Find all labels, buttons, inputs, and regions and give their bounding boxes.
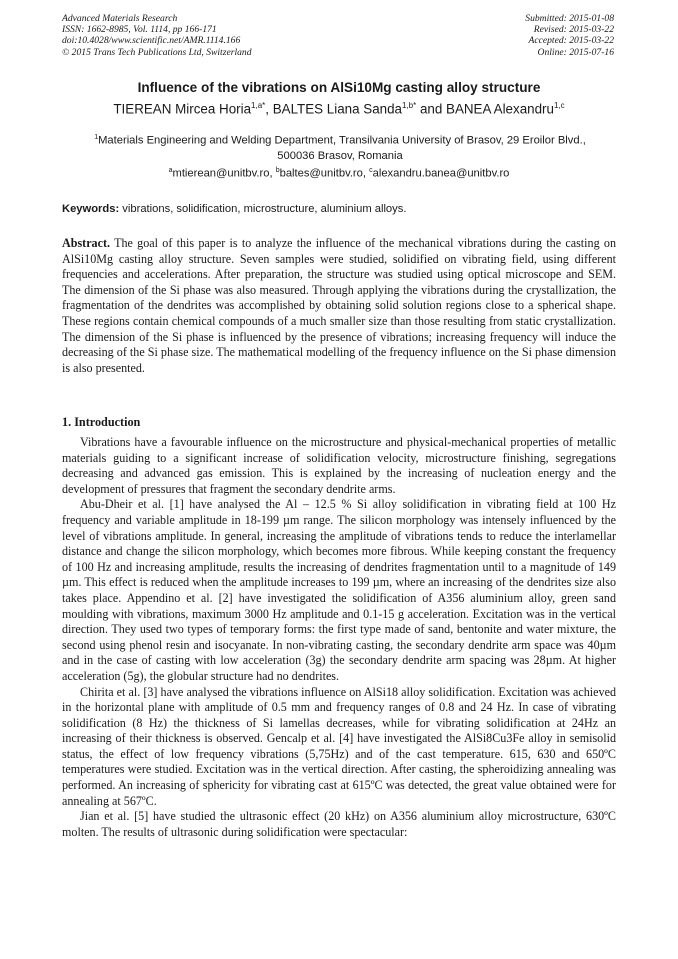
keywords [62, 203, 618, 215]
email-link[interactable]: baltes@unitbv.ro, [279, 167, 370, 180]
revised-date: Revised: 2015-03-22 [533, 24, 614, 36]
author-name: TIEREAN Mircea Horia [113, 101, 252, 117]
author-superscript: 1,c [553, 101, 565, 110]
email-link[interactable]: alexandru.banea@unitbv.ro [372, 167, 510, 180]
journal-name: Advanced Materials Research [62, 13, 178, 24]
author-name: , BALTES Liana Sanda [265, 101, 402, 117]
paragraph: Jian et al. [5] have studied the ultrasonic effect (20 kHz) on A356 aluminium alloy microstructure, 630ºC molten. The results of ultrasonic during solidification were spectacular: [62, 809, 616, 839]
abstract-text: The goal of this paper is to analyze the influence of the mechanical vibrations during the casting on AlSi10Mg casting alloy structure. Seven samples were studied, solidified on vibrating field, using different frequencies and accelerations. After preparation, the structure was studied using optical microscope and SEM. The dimension of the Si phase was also measured. Through applying the vibrations during the crystallization, the fragmentation of the dendrites was accomplished by obtaining solid solution regions close to a spherical shape. These regions contain chemical compounds of a much smaller size than those resulting from static crystallization. The dimension of the Si phase is influenced by the presence of vibrations; increasing frequency will induce the decreasing of the Si phase size. The mathematical modelling of the frequency influence on the Si phase dimension is also presented. [62, 236, 616, 375]
paragraph: Chirita et al. [3] have analysed the vibrations influence on AlSi18 alloy solidification. Excitation was achieved in the horizontal plane with amplitude of 0.5 mm and frequency ranges of 0.8 and 24 Hz. In case of vibrating solidification (8 Hz) the thickness of Si lamellas decreases, while for vibrating solidification at 24Hz an increasing of their thickness is observed. Gencalp et al. [4] have investigated the AlSi8Cu3Fe alloy in semisolid status, the effect of low frequency vibrations (5,75Hz) and of the cast temperature. 615, 630 and 650ºC temperatures were studied. Excitation was in the vertical direction. After casting, the spheroidizing annealing was performed. An increasing of sphericity for vibrating cast at 615ºC was detected, the great value obtained were for annealing at 567ºC. [62, 684, 616, 808]
author-superscript: 1,b* [402, 101, 417, 110]
doi-line: doi:10.4028/www.scientific.net/AMR.1114.166 [62, 35, 241, 47]
submitted-date: Submitted: 2015-01-08 [525, 13, 614, 24]
paragraph: Abu-Dheir et al. [1] have analysed the Al – 12.5 % Si alloy solidification in vibrating field at 100 Hz frequency and variable amplitude in 18-199 µm range. The silicon morphology was intensely influenced by the level of vibrations amplitude. In general, increasing the amplitude of vibrations tends to reduce the interlamellar distance and change the silicon morphology, which becomes more fibrous. While keeping constant the frequency of 100 Hz and increasing amplitude, results the increasing of dendrites fragmentation until to a magnitude of 149 µm. This effect is reduced when the amplitude increases to 199 µm, where an increasing of the dendrites size also takes place. Appendino et al. [2] have investigated the solidification of A356 aluminium alloy, green sand moulding with vibrations, maximum 3000 Hz amplitude and 0.1-15 g acceleration. Excitation was in the vertical direction. They used two types of temporary forms: the first type made of sand, bentonite and water mixture, the second using phenol resin and isocyanate. In non-vibrating casting, the secondary dendrite arm space was 40µm and in the case of casting with low acceleration (3g) the secondary dendrite arm spacing was 28µm. At higher acceleration (5g), the globular structure had no dendrites. [62, 497, 616, 683]
email-superscript: c [369, 167, 373, 174]
email-superscript: a [168, 167, 173, 174]
paragraph: Vibrations have a favourable influence on the microstructure and physical-mechanical properties of metallic materials guiding to a significant increase of solidification velocity, microstructure finishing, segregations decreasing and advanced gas emission. This is explained by the increasing of nucleation energy and the development of pressures that fragment the secondary dendrite arms. [62, 435, 616, 496]
keywords-label: Keywords: [62, 203, 120, 215]
author-name: and BANEA Alexandru [416, 101, 554, 117]
journal-header [62, 13, 252, 58]
copyright-line: © 2015 Trans Tech Publications Ltd, Switzerland [62, 46, 252, 58]
dates-header [525, 13, 614, 58]
email-superscript: b [275, 167, 280, 174]
paper-title: Influence of the vibrations on AlSi10Mg casting alloy structure [137, 80, 541, 95]
email-list [0, 167, 678, 180]
accepted-date: Accepted: 2015-03-22 [528, 35, 614, 47]
author-list [0, 101, 678, 116]
issn-line: ISSN: 1662-8985, Vol. 1114, pp 166-171 [62, 24, 217, 36]
keywords-text: vibrations, solidification, microstructure, aluminium alloys. [119, 203, 407, 215]
email-link[interactable]: mtierean@unitbv.ro, [172, 167, 276, 180]
abstract [62, 236, 616, 376]
affiliation-superscript: 1 [94, 134, 99, 141]
affiliation [80, 130, 600, 165]
author-superscript: 1,a* [251, 101, 266, 110]
section-heading: 1. Introduction [62, 415, 141, 429]
abstract-label: Abstract. [62, 236, 111, 250]
introduction-body [62, 435, 616, 840]
affiliation-text: Materials Engineering and Welding Department, Transilvania University of Brasov, 29 Eroilor Blvd., 500036 Brasov, Romania [98, 134, 586, 163]
online-date: Online: 2015-07-16 [537, 46, 614, 58]
